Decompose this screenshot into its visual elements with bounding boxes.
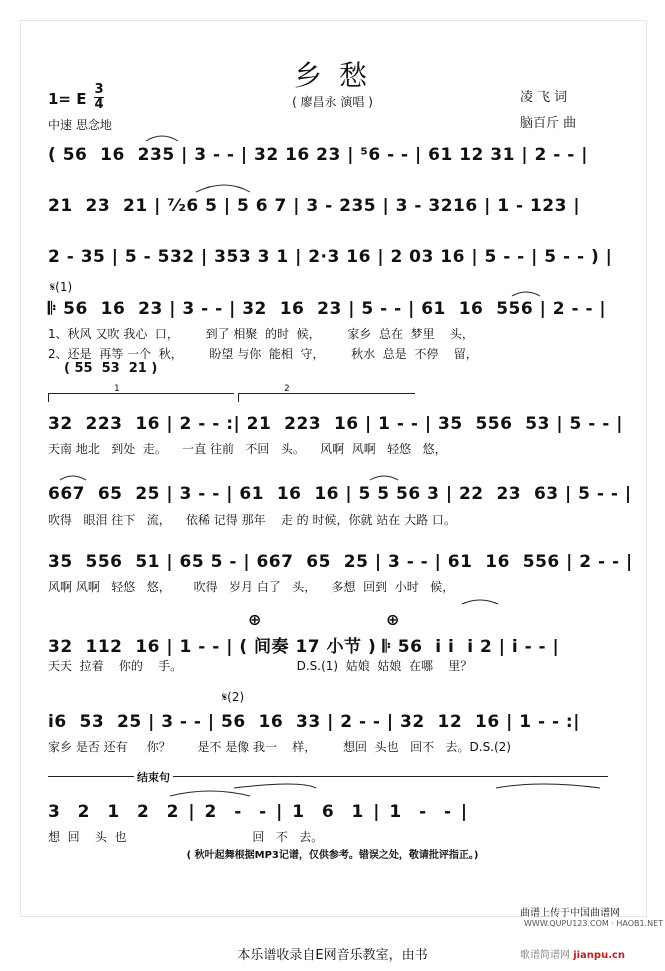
staff-row-3 bbox=[48, 245, 618, 271]
time-signature bbox=[94, 84, 104, 111]
staff-row-2 bbox=[48, 194, 618, 220]
time-signature-bottom: 4 bbox=[94, 97, 104, 112]
source-caption: 本乐谱收录自E网音乐教室，由书 bbox=[237, 948, 428, 963]
tempo-marking: 中速 思念地 bbox=[48, 118, 112, 132]
row-8-notes: 32 112 16 | 1 - - | ( 间奏 17 小节 ) 𝄆 56 i i i 2 | i - - | bbox=[48, 637, 560, 657]
time-signature-top: 3 bbox=[94, 82, 104, 97]
transcriber-note: ( 秋叶起舞根据MP3记谱，仅供参考。错误之处，敬请批评指正。) bbox=[186, 850, 479, 861]
lyrics-row-6: 吹得 眼泪 往下 流， 依稀 记得 那年 走 的 时候，你就 站在 大路 口。 bbox=[48, 513, 456, 527]
row-10-notes: 3 2 1 2 2 | 2 - - | 1 6 1 | 1 - - | bbox=[48, 802, 470, 822]
lyrics-row-5: 天南 地北 到处 走。 一直 往前 不回 头。 风啊 风啊 轻悠 悠， bbox=[48, 442, 447, 456]
staff-row-10 bbox=[48, 800, 618, 826]
verse-line: 𝄆 56 16 23 | 3 - - | 32 16 23 | 5 - - | 61 16 556 | 2 - - | bbox=[48, 299, 607, 319]
staff-row-9 bbox=[48, 710, 618, 736]
performer-line: ( 廖昌永 演唱 ) bbox=[292, 95, 373, 109]
staff-row-5 bbox=[48, 412, 623, 438]
lyricist-credit: 凌 飞 词 bbox=[520, 90, 568, 105]
segno-2: 𝄋(2) bbox=[222, 690, 245, 704]
first-ending-bracket bbox=[48, 393, 234, 402]
song-title: 乡 愁 bbox=[294, 59, 371, 92]
staff-row-4 bbox=[48, 297, 618, 323]
row-7-notes: 35 556 51 | 65 5 - | 667 65 25 | 3 - - | 61 16 556 | 2 - - | bbox=[48, 552, 633, 572]
staff-row-7 bbox=[48, 550, 633, 576]
lyrics-verse-2: 2、还是 再等 一个 秋， 盼望 与你 能相 守， 秋水 总是 不停 留， bbox=[48, 347, 478, 361]
watermark-site-domain: jianpu.cn bbox=[573, 950, 626, 961]
lyrics-interlude-notes: ( 55 53 21 ) bbox=[64, 361, 158, 376]
watermark-site bbox=[520, 946, 625, 961]
staff-row-8 bbox=[48, 630, 618, 656]
lyrics-verse-1: 1、秋风 又吹 我心 口， 到了 相聚 的时 候， 家乡 总在 梦里 头， bbox=[48, 327, 474, 341]
segno-1: 𝄋(1) bbox=[50, 280, 73, 294]
ending-phrase-label: 结束句 bbox=[134, 769, 173, 785]
intro-line-3: 2 - 35 | 5 - 532 | 353 3 1 | 2·3 16 | 2 03 16 | 5 - - | 5 - - ) | bbox=[48, 247, 613, 267]
second-ending-label: 2 bbox=[284, 384, 290, 394]
ending-phrase-line bbox=[48, 776, 608, 777]
key-signature: 1= E bbox=[48, 90, 87, 108]
lyrics-row-8: 天天 拉着 你的 手。 D.S.(1) 姑娘 姑娘 在哪 里？ bbox=[48, 659, 473, 673]
watermark-upload: 曲谱上传于中国曲谱网 bbox=[520, 904, 620, 919]
lyrics-row-7: 风啊 风啊 轻悠 悠， 吹得 岁月 白了 头， 多想 回到 小时 候， bbox=[48, 580, 455, 594]
watermark-url: WWW.QUPU123.COM · HAOB1.NET bbox=[524, 919, 664, 928]
staff-row-1 bbox=[48, 143, 618, 169]
intro-line-2: 21 23 21 | ⁷⁄₂6 5 | 5 6 7 | 3 - 235 | 3 - 3216 | 1 - 123 | bbox=[48, 196, 581, 216]
first-ending-label: 1 bbox=[114, 384, 120, 394]
composer-credit: 脑百斤 曲 bbox=[520, 116, 577, 131]
row-9-notes: i6 53 25 | 3 - - | 56 16 33 | 2 - - | 32 12 16 | 1 - - :| bbox=[48, 712, 580, 732]
intro-line-1: ( 56 16 235 | 3 - - | 32 16 23 | ⁵6 - - | 61 12 31 | 2 - - | bbox=[48, 145, 588, 165]
second-ending-bracket bbox=[238, 393, 415, 402]
staff-row-6 bbox=[48, 482, 632, 508]
lyrics-row-9: 家乡 是否 还有 你？ 是不 是像 我一 样， 想回 头也 回不 去。D.S.(2) bbox=[48, 740, 511, 754]
coda-symbol-2: ⊕ bbox=[386, 610, 400, 629]
row-6-notes: 667 65 25 | 3 - - | 61 16 16 | 5 5 56 3 | 22 23 63 | 5 - - | bbox=[48, 484, 632, 504]
watermark-site-name: 歌谱简谱网 bbox=[520, 950, 570, 961]
coda-symbol-1: ⊕ bbox=[248, 610, 262, 629]
lyrics-row-10: 想 回 头 也 回 不 去。 bbox=[48, 830, 324, 844]
row-5-notes: 32 223 16 | 2 - - :| 21 223 16 | 1 - - | 35 556 53 | 5 - - | bbox=[48, 414, 623, 434]
